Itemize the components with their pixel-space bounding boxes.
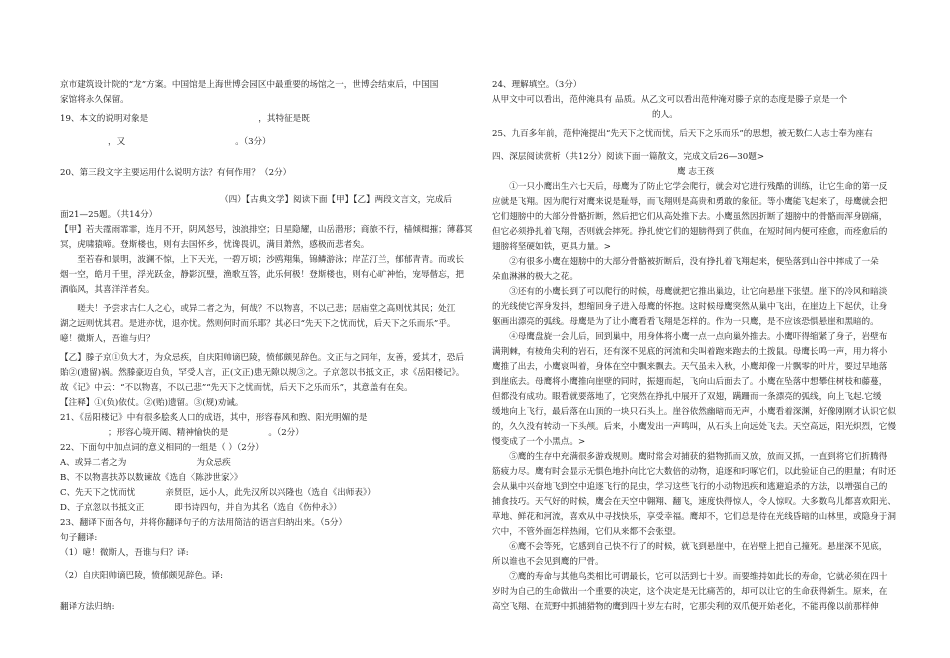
passage-jia-line: 【甲】若夫霪雨霏霏，连月不开，阴风怒号，浊浪排空；日星隐耀，山岳潜形；商旅不行，樯倾楫摧；薄暮冥: [60, 225, 473, 235]
question-23: 23、翻译下面各句，并将你翻译句子的方法用简洁的语言归纳出来。（5分）: [60, 518, 348, 528]
question-19: [60, 112, 480, 127]
q21-score: 。（2分）: [268, 428, 304, 438]
paragraph-line: ②有很多小鹰在翅膀中的大部分骨骼被折断后，没有挣扎着飞翔起来，便坠落到山谷中摔成了一朵: [509, 257, 879, 267]
q19-prompt-tail: ，其特征是既: [258, 114, 310, 124]
paragraph-line: 所以谁也不会见到鹰的尸骨。: [492, 557, 604, 567]
q19-score: 。（3分）: [235, 137, 271, 147]
paragraph-line: ④母鹰盘旋一会儿后，回到巢中，用身体将小鹰一点一点向巢外推去。小鹰吓得缩紧了身子，岩壁布: [509, 332, 888, 342]
passage-jia-line: 嗟夫！予尝求古仁人之心，或异二者之为，何哉？不以物喜，不以己悲；居庙堂之高则忧其民；处江: [77, 304, 456, 314]
paragraph-line: ①一只小鹰出生六七天后，母鹰为了防止它学会爬行，就会对它进行残酷的训练，让它生命的第一反: [509, 182, 888, 192]
paragraph-line: ⑤鹰的生存中充满很多游戏规则。鹰时常会对捕获的猎物抓而又放，放而又抓，一直到将它们折腾得: [509, 452, 888, 462]
question-23-item-1: （1）噫！微斯人，吾谁与归？译:: [60, 548, 189, 558]
question-21: 21、《岳阳楼记》中有很多脍炙人口的成语，其中，形容春风和煦、阳光明媚的是: [60, 413, 368, 423]
passage-jia-line: 酒临风，其喜洋洋者矣。: [60, 285, 155, 295]
passage-jia-line: 至若春和景明，波澜不惊，上下天光，一碧万顷；沙鸥翔集，锦鳞游泳；岸芷汀兰，郁郁青青。而或长: [77, 255, 464, 265]
question-24: 24、理解填空。（3分）: [492, 80, 582, 90]
essay-title: 鹰 志王孩: [676, 167, 715, 177]
section-4-subheading: 面21—25题。（共14分）: [60, 210, 158, 220]
q19-part: ，又: [108, 137, 126, 147]
passage-yi-line: 貽②(遗留)祸。然滕豪迈自负，罕受人言，正(文正)患无隙以规③之。子京忽以书抵文正，求《岳阳楼记》。: [60, 368, 465, 378]
paragraph-line: 翅膀将坚硬如铁，更具力量。>: [492, 242, 611, 252]
question-23-item-2: （2）自庆阳帅谪巴陵，愤郁颇见辞色。译:: [60, 571, 224, 581]
paragraph-line: 缓地向上飞行，最后落在山顶的一块只石头上。崖谷依然幽暗而无声，小鹰看着深渊，好像刚刚才认识它似: [492, 407, 896, 417]
passage-jia-line: 噫！微斯人，吾谁与归？: [60, 334, 155, 344]
option-a: [60, 456, 480, 471]
passage-jia-line: 烟一空，皓月千里，浮光跃金，静影沉璧，渔歌互答，此乐何极！登斯楼也，则有心旷神怡，宠辱偕忘，把: [60, 270, 464, 280]
option-d-left: D、子京忽以书抵文正: [60, 503, 145, 513]
passage-yi-line: 【乙】滕子京①负大才，为众忌疾，自庆阳帅谪巴陵，愤郁颇见辞色。文正与之同年，友善，爱其才，恐后: [60, 353, 464, 363]
paragraph-line: ⑦鹰的寿命与其他鸟类相比可谓最长，它可以活到七十岁。而要维持如此长的寿命，它就必须在四十: [509, 572, 888, 582]
paragraph-line: 岁时为自己的生命做出一个重要的决定，这个决定是无比痛苦的，却可以让它的生命获得新生。原来，在: [492, 587, 888, 597]
paragraph-line: 的光线使它浑身发抖，想缩回身子进入母鹰的怀抱。这时候母鹰突然从巢中飞出，在崖边上下起伏，让身: [492, 302, 888, 312]
option-c-left: C、先天下之忧而忧: [60, 488, 136, 498]
paragraph-line: 草地、鲜花和河流，喜欢从中寻找快乐，享受幸福。鹰却不，它们总是待在光线昏暗的山林里，或隐身于洞: [492, 512, 896, 522]
paragraph-line: 躯画出漂亮的弧线。母鹰是为了让小鹰看看飞翔是怎样的。作为一只鹰，是不应该恐惧悬崖和黑暗的。: [492, 317, 879, 327]
paragraph-line: 朵血淋淋的极大之花。: [492, 272, 578, 282]
paragraph-line: 鹰推了出去，小鹰哀叫着，身体在空中飘来飘去。天气虽未入秋，小鹰却像一片飘零的叶片，要过早地落: [492, 362, 888, 372]
paragraph-line: 捕食技巧。天气好的时候，鹰会在天空中翱翔、翻飞，速度快得惊人，令人惊叹。大多数鸟儿都喜欢阳光、: [492, 497, 896, 507]
paragraph-line: 到崖底去。母鹰将小鹰推向崖壁的同时，振翅而起，飞向山后面去了。小鹰在坠落中想攀住树枝和藤蔓，: [492, 377, 888, 387]
passage-jia-line: 冥，虎啸猿啼。登斯楼也，则有去国怀乡，忧谗畏讥，满目萧然，感极而悲者矣。: [60, 240, 370, 250]
question-20: 20、第三段文字主要运用什么说明方法？有何作用？（2分）: [60, 168, 292, 178]
question-24-line: 的人。: [652, 110, 678, 120]
intro-text-line: 家馆将永久保留。: [60, 95, 129, 105]
option-b: B、不以物喜扶苏以数谏故《选自〈陈涉世家〉》: [60, 473, 243, 483]
paragraph-line: 穴中，不管外面怎样热闹，它们从来都不会张望。: [492, 527, 682, 537]
q19-prompt: 19、本文的说明对象是: [60, 114, 149, 124]
right-column: [492, 78, 899, 615]
option-d-right: 即书诗四句，并自为其名（选自《伤仲永》）: [174, 503, 342, 513]
question-25: 25、九百多年前，范仲淹提出“先天下之忧而忧，后天下之乐而乐”的思想，被无数仁人志士奉为座右: [492, 129, 873, 139]
paragraph-line: 会从巢中兴奋地飞到空中追逐飞行的昆虫，学习这些飞行的小动物迅疾和逃避追杀的方法，以增强自己的: [492, 482, 888, 492]
question-23-method: 翻译方法归纳:: [60, 602, 115, 612]
paragraph-line: 的，久久没有转动一下头颅。后来，小鹰发出一声鸣叫，从石头上向远处飞去。天空高远，阳光炽烈，它慢: [492, 422, 896, 432]
paragraph-line: ③还有的小鹰长到了可以爬行的时候，母鹰就把它推出巢边，让它向悬崖下张望。崖下的冷风和暗淡: [509, 287, 888, 297]
paragraph-line: 高空飞翔、在荒野中抓捕猎物的鹰到四十岁左右时，它那尖利的双爪便开始老化，不能再像以前那样伸: [492, 602, 879, 612]
paragraph-line: 但它必须挣扎着飞翔，否则就会摔死。挣扎使它们的翅膀得到了供血，在短时间内便可痊愈，而痊愈后的: [492, 227, 888, 237]
option-a-right: 为众忌疾: [196, 458, 231, 468]
question-23-sub: 句子翻译:: [60, 533, 98, 543]
paragraph-line: 但都没有成功。眼看就要落地了，它突然在挣扎中展开了双翅，蹒跚而一条漂亮的弧线，向上飞起.它缓: [492, 392, 882, 402]
section-4-heading: 四、深层阅读赏析（共12分）阅读下面一篇散文，完成文后26—30题>: [492, 152, 765, 162]
question-19-cont: [60, 135, 480, 150]
q21-part: ；形容心境开阔、精神愉快的是: [108, 428, 229, 438]
option-a-left: A、或异二者之为: [60, 458, 127, 468]
option-d: [60, 501, 480, 516]
intro-text-line: 京市建筑设计院的“龙”方案。中国馆是上海世博会园区中最重要的场馆之一，世博会结束后，中国国: [60, 80, 439, 90]
option-c: [60, 486, 480, 501]
option-c-right: 亲贤臣，远小人，此先汉所以兴隆也（选自《出师表》）: [165, 488, 376, 498]
section-4-heading: （四）【古典文学】阅读下面【甲】【乙】两段文言文，完成后: [220, 195, 453, 205]
paragraph-line: 满荆棘，有棱角尖利的岩石，还有深不见底的河流和尖叫着跑来跑去的土拨鼠。母鹰长鸣一声，用力将小: [492, 347, 888, 357]
paragraph-line: 应就是飞翔。因为爬行对鹰来说是耻辱，而飞翔则是高贵和勇敢的象征。等小鹰能飞起来了，母鹰就会把: [492, 197, 888, 207]
passage-yi-line: 故《记》中云：“不以物喜，不以己悲”“先天下之忧而忧，后天下之乐而乐”，其意盖有在矣。: [60, 383, 413, 393]
left-column: [60, 78, 480, 615]
passage-jia-line: 湖之远则忧其君。是进亦忧，退亦忧。然则何时而乐耶？其必曰“先天下之忧而忧，后天下之乐而乐”乎。: [60, 319, 456, 329]
annotation-note: 【注释】①(负)依仗。②(贻)遗留。③(规)劝诫。: [60, 398, 244, 408]
paragraph-line: ⑥鹰不会等死，它感到自己快不行了的时候，就飞到悬崖中，在岩壁上把自己撞死。悬崖深不见底，: [509, 542, 888, 552]
question-21-cont: [60, 426, 480, 441]
paragraph-line: 它们翅膀中的大部分骨骼折断，然后把它们从高处推下去。小鹰虽然因折断了翅膀中的骨骼而浑身剧痛，: [492, 212, 888, 222]
paragraph-line: 慢变成了一个小黑点。>: [492, 437, 586, 447]
paragraph-line: 筋疲力尽。鹰有时会显示无惧色地扑向比它大数倍的动物，追逐和叼啄它们，以此验证自己的胆量；有时还: [492, 467, 896, 477]
question-22: 22、下面句中加点词的意义相同的一组是（ ）（2分）: [60, 443, 264, 453]
question-24-line: 从甲文中可以看出，范仲淹具有 品质。从乙文可以看出范仲淹对滕子京的态度是滕子京是一个: [492, 95, 848, 105]
